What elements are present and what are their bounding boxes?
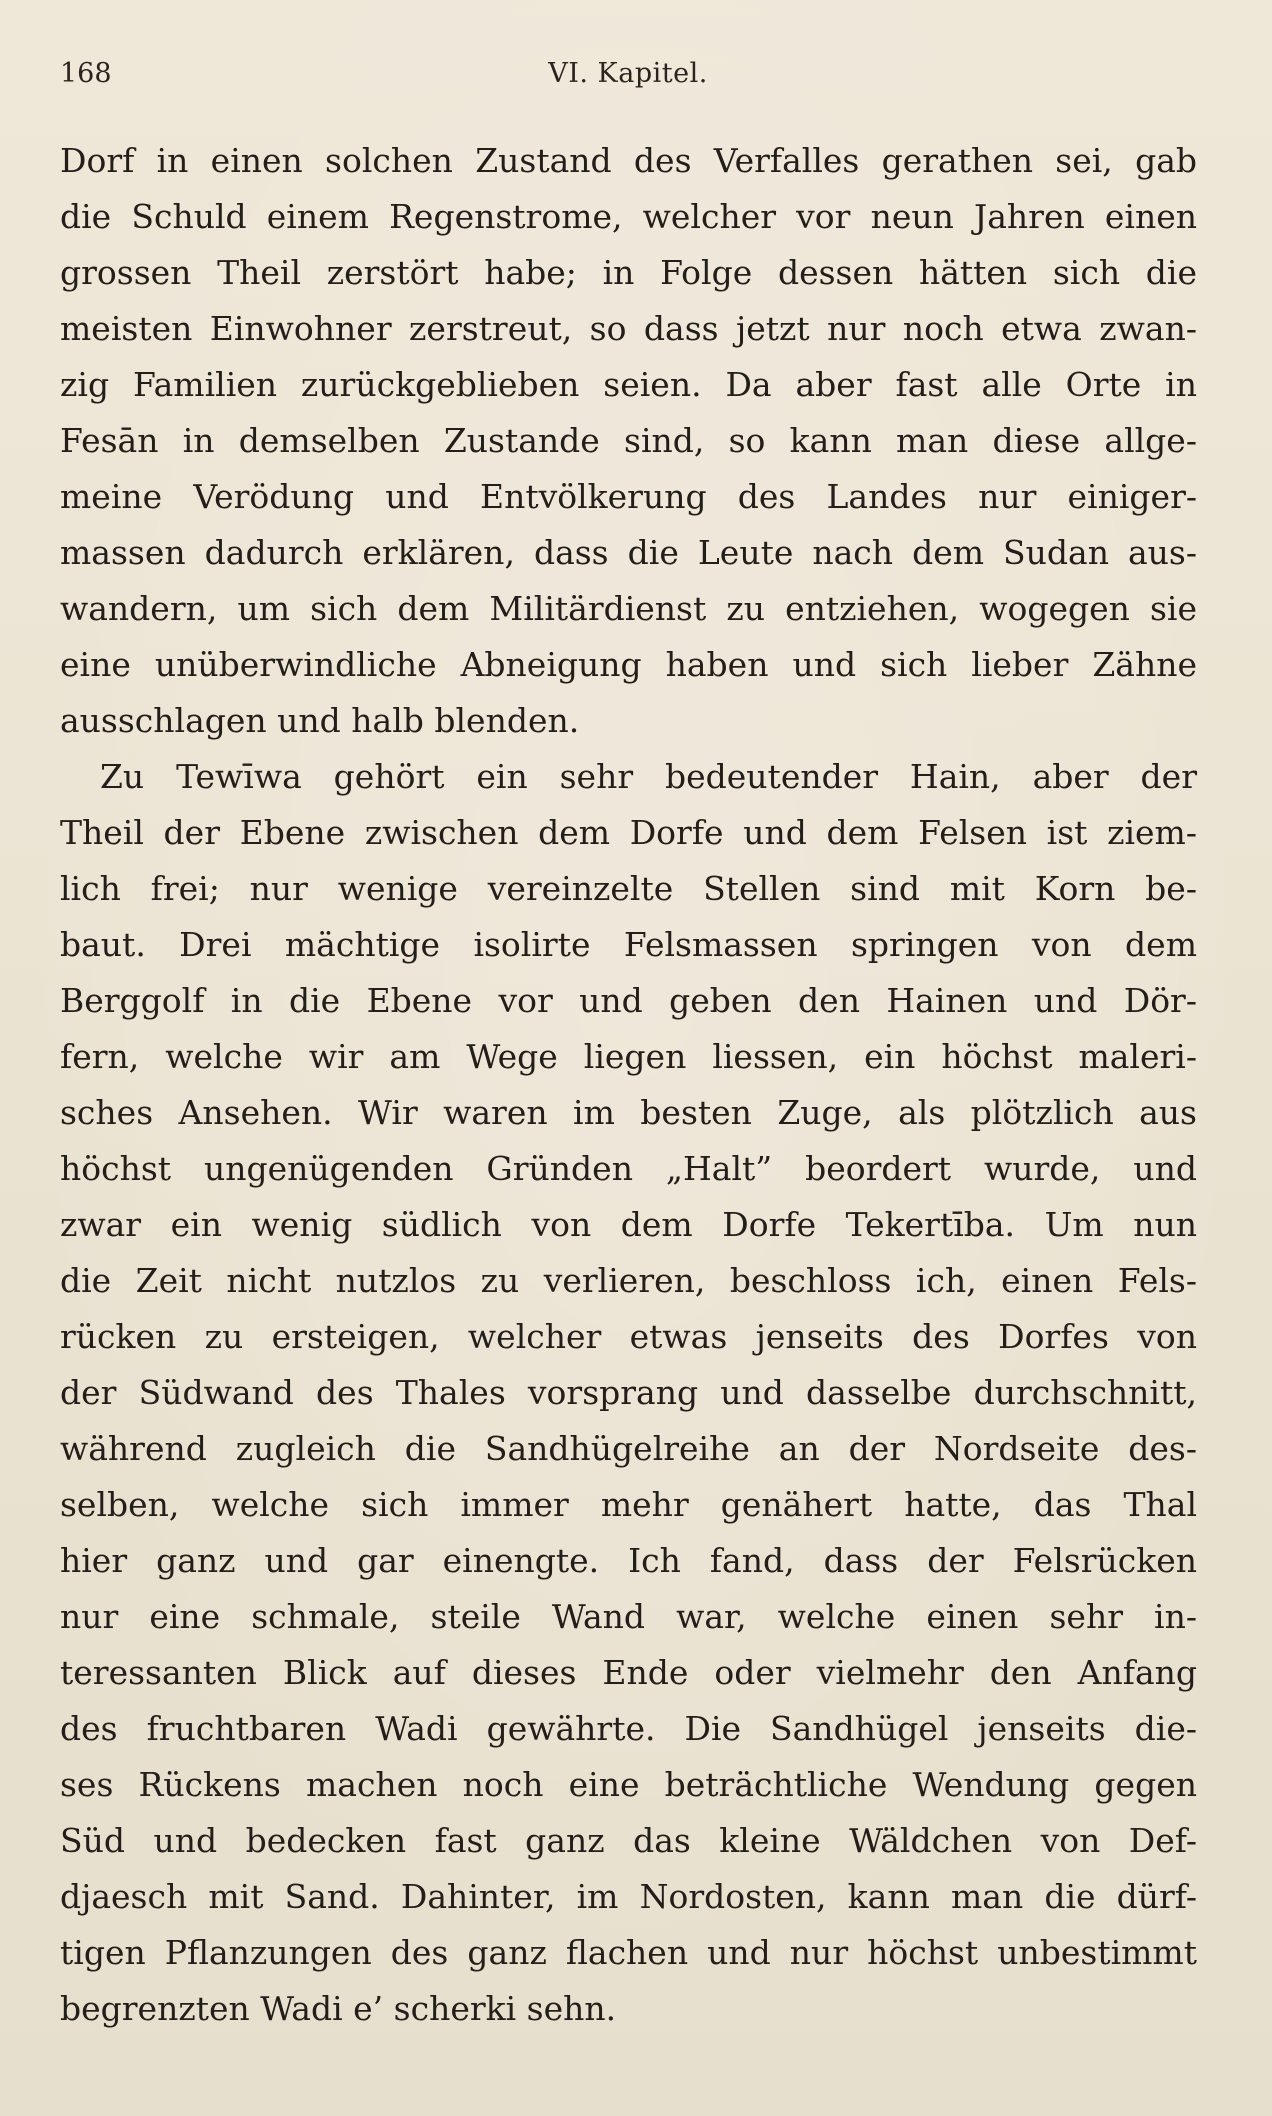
text-line: fern, welche wir am Wege liegen liessen, ein höchst maleri- [60, 1037, 1197, 1076]
text-line: höchst ungenügenden Gründen „Halt” beordert wurde, und [60, 1149, 1197, 1188]
text-line: die Zeit nicht nutzlos zu verlieren, beschloss ich, einen Fels- [60, 1261, 1197, 1300]
text-line: massen dadurch erklären, dass die Leute nach dem Sudan aus- [60, 533, 1197, 572]
text-line: zig Familien zurückgeblieben seien. Da aber fast alle Orte in [60, 365, 1197, 404]
text-line: zwar ein wenig südlich von dem Dorfe Tekertība. Um nun [60, 1205, 1197, 1244]
text-line: eine unüberwindliche Abneigung haben und sich lieber Zähne [60, 645, 1197, 684]
body-text [60, 133, 1197, 2037]
text-line: selben, welche sich immer mehr genähert hatte, das Thal [60, 1485, 1197, 1524]
paragraph-first-line: Zu Tewīwa gehört ein sehr bedeutender Hain, aber der [100, 757, 1197, 796]
text-line: des fruchtbaren Wadi gewährte. Die Sandhügel jenseits die- [60, 1709, 1197, 1748]
text-line: Dorf in einen solchen Zustand des Verfalles gerathen sei, gab [60, 141, 1197, 180]
text-line: der Südwand des Thales vorsprang und dasselbe durchschnitt, [60, 1373, 1197, 1412]
text-line: wandern, um sich dem Militärdienst zu entziehen, wogegen sie [60, 589, 1197, 628]
text-line: djaesch mit Sand. Dahinter, im Nordosten, kann man die dürf- [60, 1877, 1197, 1916]
text-line: Süd und bedecken fast ganz das kleine Wäldchen von Def- [60, 1821, 1197, 1860]
text-line: rücken zu ersteigen, welcher etwas jenseits des Dorfes von [60, 1317, 1197, 1356]
text-line: die Schuld einem Regenstrome, welcher vor neun Jahren einen [60, 197, 1197, 236]
text-line: meisten Einwohner zerstreut, so dass jetzt nur noch etwa zwan- [60, 309, 1197, 348]
text-line: Theil der Ebene zwischen dem Dorfe und dem Felsen ist ziem- [60, 813, 1197, 852]
text-line: begrenzten Wadi e’ scherki sehn. [60, 1989, 617, 2028]
page-number: 168 [60, 58, 112, 89]
text-line: während zugleich die Sandhügelreihe an der Nordseite des- [60, 1429, 1197, 1468]
text-line: nur eine schmale, steile Wand war, welche einen sehr in- [60, 1597, 1197, 1636]
text-line: tigen Pflanzungen des ganz flachen und nur höchst unbestimmt [60, 1933, 1197, 1972]
text-line: lich frei; nur wenige vereinzelte Stellen sind mit Korn be- [60, 869, 1197, 908]
text-line: ses Rückens machen noch eine beträchtliche Wendung gegen [60, 1765, 1197, 1804]
running-head: VI. Kapitel. [548, 58, 708, 89]
text-line: ausschlagen und halb blenden. [60, 701, 580, 740]
text-line: Berggolf in die Ebene vor und geben den Hainen und Dör- [60, 981, 1197, 1020]
text-line: teressanten Blick auf dieses Ende oder vielmehr den Anfang [60, 1653, 1197, 1692]
text-line: hier ganz und gar einengte. Ich fand, dass der Felsrücken [60, 1541, 1197, 1580]
text-line: Fesān in demselben Zustande sind, so kann man diese allge- [60, 421, 1197, 460]
page-header [60, 58, 1196, 98]
text-line: sches Ansehen. Wir waren im besten Zuge, als plötzlich aus [60, 1093, 1197, 1132]
text-line: baut. Drei mächtige isolirte Felsmassen springen von dem [60, 925, 1197, 964]
text-line: grossen Theil zerstört habe; in Folge dessen hätten sich die [60, 253, 1197, 292]
text-line: meine Verödung und Entvölkerung des Landes nur einiger- [60, 477, 1197, 516]
